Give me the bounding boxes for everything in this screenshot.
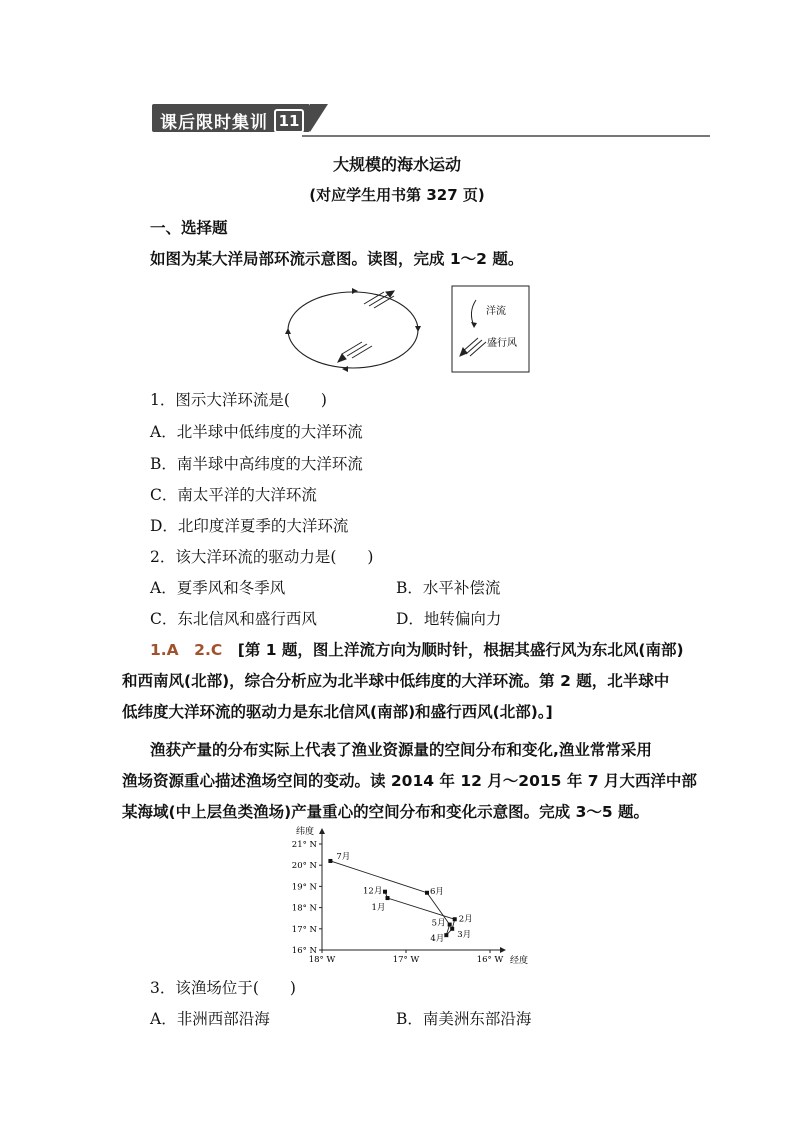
gyre-ellipse bbox=[288, 292, 418, 368]
data-point bbox=[444, 933, 448, 937]
header-tab-number: 11 bbox=[274, 109, 304, 133]
q2-option-c: C．东北信风和盛行西风 bbox=[150, 610, 317, 628]
y-tick-label: 18° N bbox=[291, 903, 317, 914]
y-tick-label: 17° N bbox=[291, 924, 317, 935]
circulation-figure bbox=[280, 282, 540, 378]
answer-12-line1 bbox=[150, 638, 684, 660]
data-point-label: 2月 bbox=[458, 914, 473, 925]
header-wedge bbox=[310, 104, 328, 132]
intro-2-line1: 渔获产量的分布实际上代表了渔业资源量的空间分布和变化,渔业常常采用 bbox=[150, 741, 652, 759]
answer-12-key: 1.A 2.C bbox=[150, 641, 223, 659]
page-title: 大规模的海水运动 bbox=[332, 155, 461, 174]
header-rule bbox=[302, 135, 710, 137]
current-arrow-bottom bbox=[342, 366, 348, 372]
data-point bbox=[425, 891, 429, 895]
data-point-label: 7月 bbox=[336, 851, 351, 862]
data-point-label: 4月 bbox=[430, 934, 445, 945]
centroid-chart bbox=[288, 822, 548, 968]
intro-2-line3: 某海域(中上层鱼类渔场)产量重心的空间分布和变化示意图。完成 3～5 题。 bbox=[122, 803, 650, 821]
q3-option-b: B．南美洲东部沿海 bbox=[396, 1010, 532, 1028]
data-point-label: 5月 bbox=[431, 918, 446, 929]
y-tick-label: 20° N bbox=[291, 861, 317, 872]
x-tick-label: 16° W bbox=[476, 955, 504, 965]
data-point-label: 3月 bbox=[457, 929, 472, 940]
q1-option-c: C．南太平洋的大洋环流 bbox=[150, 486, 317, 504]
header-tab bbox=[152, 104, 310, 132]
data-point-label: 6月 bbox=[430, 886, 444, 897]
y-axis-arrow bbox=[319, 828, 325, 834]
legend-current-icon bbox=[471, 300, 476, 326]
wind-symbol-south bbox=[338, 342, 372, 362]
q1-stem: 1．图示大洋环流是( ) bbox=[150, 391, 327, 409]
legend-box bbox=[452, 286, 529, 372]
intro-1: 如图为某大洋局部环流示意图。读图，完成 1～2 题。 bbox=[150, 250, 524, 268]
q3-stem: 3．该渔场位于( ) bbox=[150, 979, 296, 997]
y-tick-label: 19° N bbox=[291, 882, 317, 893]
current-arrow-left bbox=[285, 328, 291, 334]
header-tab-label: 课后限时集训 bbox=[160, 113, 268, 133]
data-point bbox=[448, 923, 452, 927]
legend-wind-icon bbox=[460, 338, 486, 356]
answer-12-line2: 和西南风(北部)，综合分析应为北半球中低纬度的大洋环流。第 2 题，北半球中 bbox=[122, 672, 670, 690]
x-tick-label: 17° W bbox=[392, 955, 420, 965]
x-axis-label: 经度 bbox=[510, 956, 529, 966]
q3-option-a: A．非洲西部沿海 bbox=[150, 1010, 270, 1028]
y-tick-label: 16° N bbox=[291, 946, 317, 956]
data-point-label: 1月 bbox=[371, 903, 386, 914]
q1-option-d: D．北印度洋夏季的大洋环流 bbox=[150, 517, 349, 535]
legend-wind-label: 盛行风 bbox=[487, 338, 517, 349]
legend-current-label: 洋流 bbox=[486, 306, 506, 317]
y-axis-label: 纬度 bbox=[296, 827, 315, 837]
x-tick-label: 18° W bbox=[308, 955, 336, 965]
intro-2-line2: 渔场资源重心描述渔场空间的变动。读 2014 年 12 月～2015 年 7 月大西洋中部 bbox=[122, 772, 697, 790]
x-axis-arrow bbox=[500, 947, 506, 953]
chart-axes bbox=[292, 825, 528, 966]
current-arrow-right bbox=[415, 326, 421, 332]
q2-option-a: A．夏季风和冬季风 bbox=[150, 579, 286, 597]
chart-points bbox=[328, 852, 472, 944]
data-point-label: 12月 bbox=[363, 886, 383, 897]
data-point bbox=[328, 859, 332, 863]
legend-current-arrow bbox=[471, 322, 477, 328]
section-heading: 一、选择题 bbox=[150, 219, 228, 237]
y-tick-label: 21° N bbox=[291, 840, 317, 850]
q1-option-a: A．北半球中低纬度的大洋环流 bbox=[150, 423, 363, 441]
answer-12-text1: [第 1 题，图上洋流方向为顺时针，根据其盛行风为东北风(南部) bbox=[237, 641, 684, 659]
current-arrow-top bbox=[352, 288, 358, 294]
q2-stem: 2．该大洋环流的驱动力是( ) bbox=[150, 548, 374, 566]
q2-option-d: D．地转偏向力 bbox=[396, 610, 502, 628]
data-point bbox=[383, 890, 387, 894]
data-point bbox=[450, 927, 454, 931]
q1-option-b: B．南半球中高纬度的大洋环流 bbox=[150, 455, 363, 473]
answer-12-line3: 低纬度大洋环流的驱动力是东北信风(南部)和盛行西风(北部)。] bbox=[122, 703, 553, 721]
data-point bbox=[453, 917, 457, 921]
section-header bbox=[152, 102, 710, 138]
data-point bbox=[386, 896, 390, 900]
q2-option-b: B．水平补偿流 bbox=[396, 579, 501, 597]
page-subtitle: (对应学生用书第 327 页) bbox=[309, 186, 485, 204]
